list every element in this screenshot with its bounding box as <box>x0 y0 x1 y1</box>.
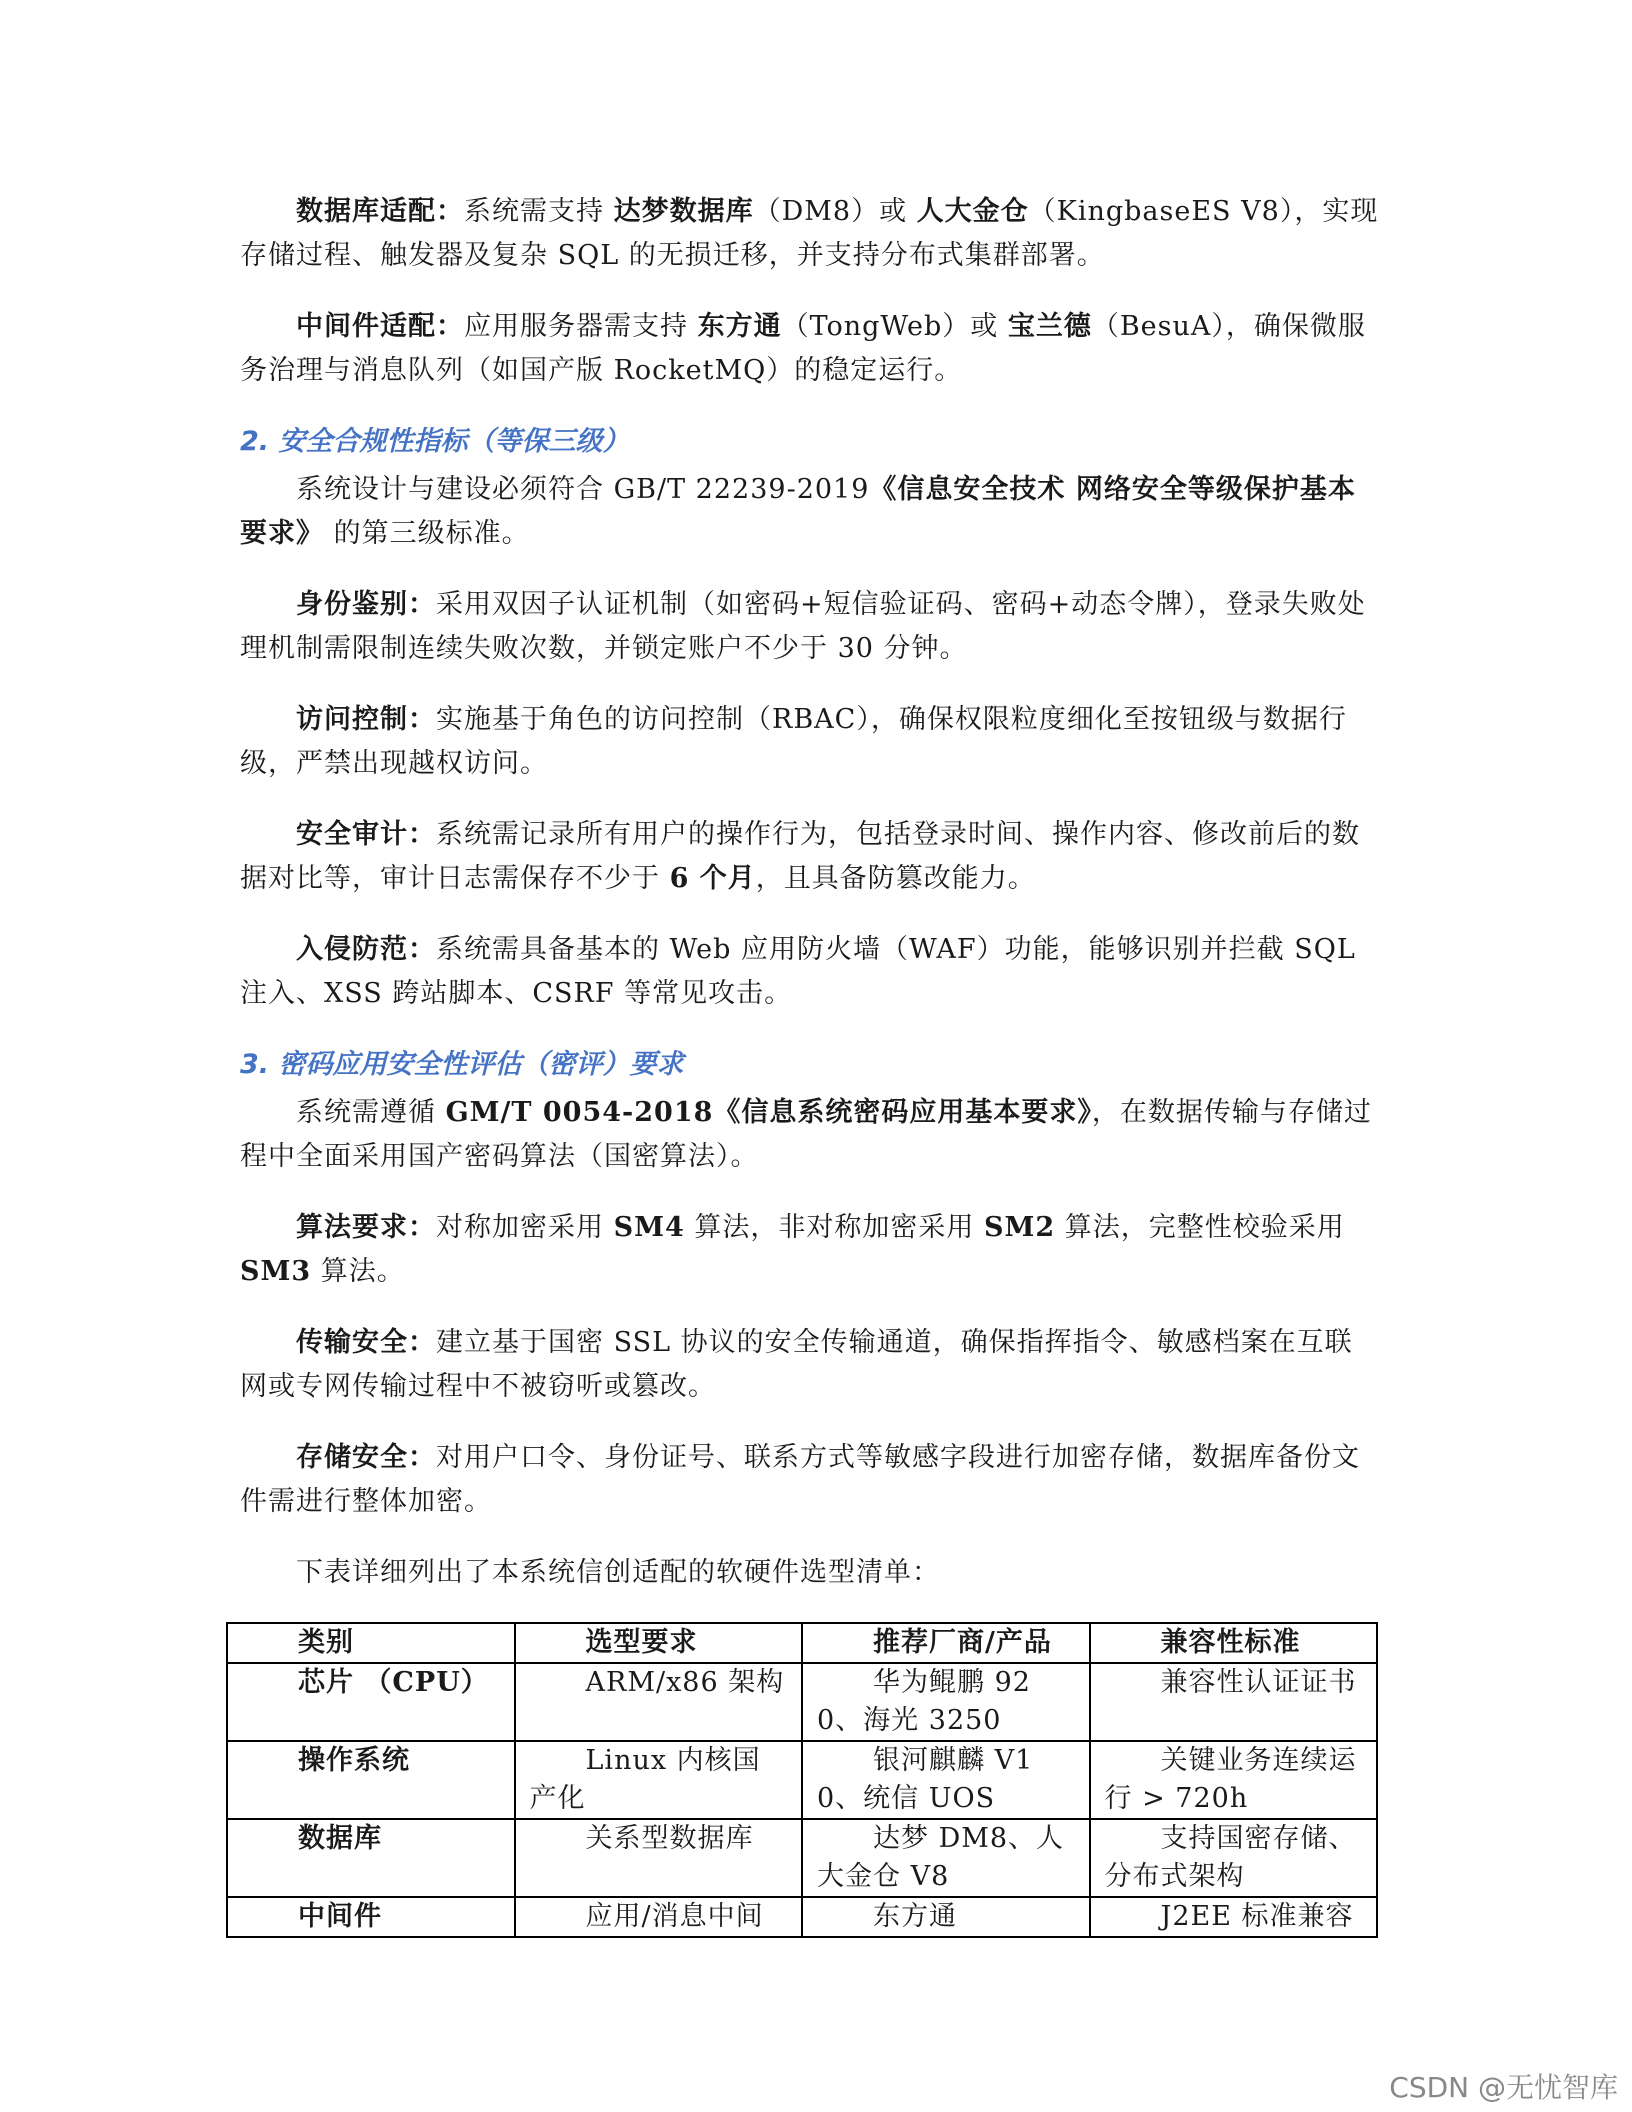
table-row <box>227 1663 1377 1741</box>
table-cell: 支持国密存储、分布式架构 <box>1090 1819 1378 1897</box>
requirement-lead: 传输安全： <box>296 1327 436 1358</box>
requirement-paragraph: 安全审计：系统需记录所有用户的操作行为，包括登录时间、操作内容、修改前后的数据对比等，审计日志需保存不少于 6 个月，且具备防篡改能力。 <box>240 819 1360 894</box>
table-header-cell: 兼容性标准 <box>1090 1623 1378 1663</box>
table-cell: 银河麒麟 V10、统信 UOS <box>802 1741 1090 1819</box>
table-intro: 下表详细列出了本系统信创适配的软硬件选型清单： <box>296 1557 940 1588</box>
table-header-row <box>227 1623 1377 1663</box>
selection-table <box>226 1622 1378 1938</box>
requirement-paragraph: 算法要求：对称加密采用 SM4 算法，非对称加密采用 SM2 算法，完整性校验采用 SM3 算法。 <box>240 1212 1345 1287</box>
requirement-paragraph: 访问控制：实施基于角色的访问控制（RBAC），确保权限粒度细化至按钮级与数据行级，严禁出现越权访问。 <box>240 704 1347 779</box>
table-header-cell: 类别 <box>227 1623 515 1663</box>
requirement-lead: 访问控制： <box>296 704 436 735</box>
section-intro: 系统需遵循 GM/T 0054-2018《信息系统密码应用基本要求》，在数据传输与存储过程中全面采用国产密码算法（国密算法）。 <box>240 1097 1372 1172</box>
section-heading: 2. 安全合规性指标（等保三级） <box>240 426 630 457</box>
table-cell: 东方通 <box>802 1897 1090 1937</box>
requirement-lead: 算法要求： <box>296 1212 436 1243</box>
table-header-cell: 推荐厂商/产品 <box>802 1623 1090 1663</box>
document-page <box>240 190 1380 1938</box>
table-cell: Linux 内核国产化 <box>515 1741 803 1819</box>
requirement-lead: 入侵防范： <box>296 934 436 965</box>
table-cell: 应用/消息中间 <box>515 1897 803 1937</box>
section-heading: 3. 密码应用安全性评估（密评）要求 <box>240 1049 684 1080</box>
table-cell: 达梦 DM8、人大金仓 V8 <box>802 1819 1090 1897</box>
requirement-lead: 身份鉴别： <box>296 589 436 620</box>
table-cell: 操作系统 <box>227 1741 515 1819</box>
intro-paragraphs <box>240 190 1380 393</box>
table-cell: 兼容性认证证书 <box>1090 1663 1378 1741</box>
table-row <box>227 1897 1377 1937</box>
requirement-paragraph: 数据库适配：系统需支持 达梦数据库（DM8）或 人大金仓（KingbaseES V8），实现存储过程、触发器及复杂 SQL 的无损迁移，并支持分布式集群部署。 <box>240 196 1379 271</box>
table-cell: 华为鲲鹏 920、海光 3250 <box>802 1663 1090 1741</box>
table-cell: J2EE 标准兼容 <box>1090 1897 1378 1937</box>
requirement-paragraph: 存储安全：对用户口令、身份证号、联系方式等敏感字段进行加密存储，数据库备份文件需进行整体加密。 <box>240 1442 1360 1517</box>
watermark: CSDN @无忧智库 <box>1389 2071 1618 2104</box>
table-cell: 数据库 <box>227 1819 515 1897</box>
requirement-lead: 安全审计： <box>296 819 436 850</box>
requirement-paragraph: 入侵防范：系统需具备基本的 Web 应用防火墙（WAF）功能，能够识别并拦截 SQL 注入、XSS 跨站脚本、CSRF 等常见攻击。 <box>240 934 1356 1009</box>
table-cell: 中间件 <box>227 1897 515 1937</box>
table-cell: 关键业务连续运行 > 720h <box>1090 1741 1378 1819</box>
requirement-lead: 中间件适配： <box>296 311 464 342</box>
table-cell: ARM/x86 架构 <box>515 1663 803 1741</box>
section-intro: 系统设计与建设必须符合 GB/T 22239-2019《信息安全技术 网络安全等级保护基本要求》 的第三级标准。 <box>240 474 1356 549</box>
table-row <box>227 1741 1377 1819</box>
requirements-list <box>240 583 1380 1016</box>
requirement-lead: 存储安全： <box>296 1442 436 1473</box>
requirements-list <box>240 1206 1380 1524</box>
table-cell: 关系型数据库 <box>515 1819 803 1897</box>
requirement-paragraph: 身份鉴别：采用双因子认证机制（如密码+短信验证码、密码+动态令牌），登录失败处理机制需限制连续失败次数，并锁定账户不少于 30 分钟。 <box>240 589 1366 664</box>
requirement-paragraph: 中间件适配：应用服务器需支持 东方通（TongWeb）或 宝兰德（BesuA），确保微服务治理与消息队列（如国产版 RocketMQ）的稳定运行。 <box>240 311 1366 386</box>
table-header-cell: 选型要求 <box>515 1623 803 1663</box>
table-row <box>227 1819 1377 1897</box>
table-cell: 芯片 （CPU） <box>227 1663 515 1741</box>
requirement-paragraph: 传输安全：建立基于国密 SSL 协议的安全传输通道，确保指挥指令、敏感档案在互联网或专网传输过程中不被窃听或篡改。 <box>240 1327 1353 1402</box>
requirement-lead: 数据库适配： <box>296 196 464 227</box>
